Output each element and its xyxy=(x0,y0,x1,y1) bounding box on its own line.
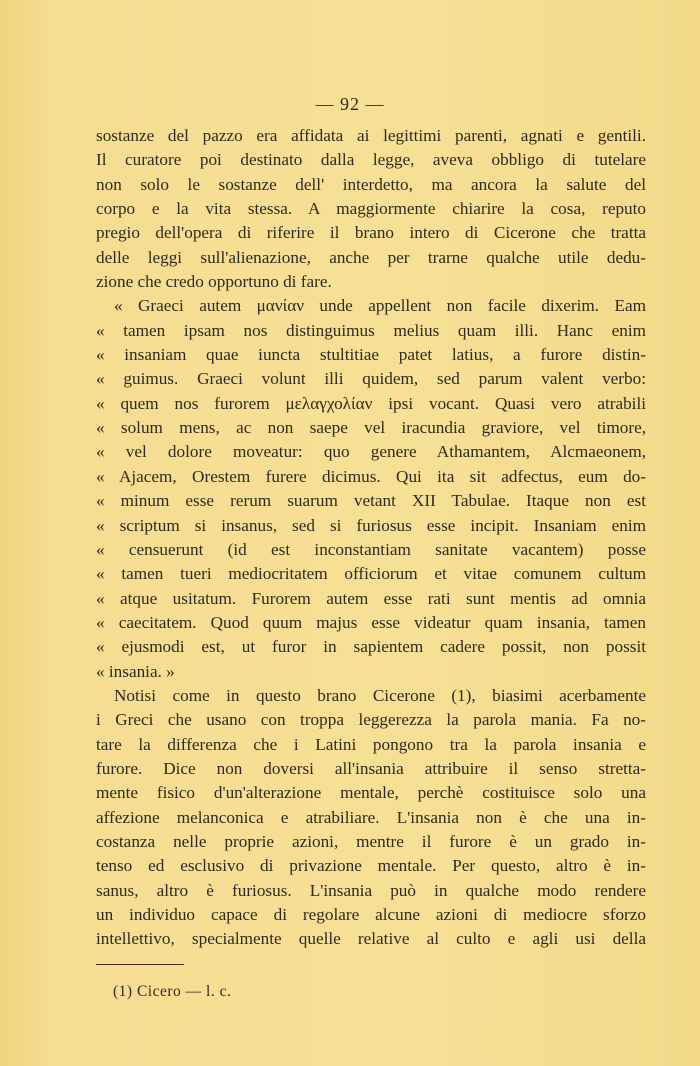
quote-line: « caecitatem. Quod quum majus esse videatur quam insania, tamen xyxy=(96,612,646,632)
quote-line: « tamen ipsam nos distinguimus melius quam illi. Hanc enim xyxy=(96,320,646,340)
text-line: pregio dell'opera di riferire il brano intero di Cicerone che tratta xyxy=(96,223,646,243)
quote-line: « insania. » xyxy=(96,661,175,681)
body-text xyxy=(96,124,646,952)
quote-line: « guimus. Graeci volunt illi quidem, sed parum valent verbo: xyxy=(96,369,646,389)
text-line: corpo e la vita stessa. A maggiormente chiarire la cosa, reputo xyxy=(96,199,646,219)
text-line: i Greci che usano con troppa leggerezza la parola mania. Fa no- xyxy=(96,710,646,730)
quote-line: « insaniam quae iuncta stultitiae patet latius, a furore distin- xyxy=(96,345,646,365)
text-line: non solo le sostanze dell' interdetto, ma ancora la salute del xyxy=(96,174,646,194)
quote-line: « Ajacem, Orestem furere dicimus. Qui ita sit adfectus, eum do- xyxy=(96,466,646,486)
footnote: (1) Cicero — l. c. xyxy=(113,983,232,1000)
quote-line: « tamen tueri mediocritatem officiorum et vitae comunem cultum xyxy=(96,564,646,584)
text-line: Il curatore poi destinato dalla legge, aveva obbligo di tutelare xyxy=(96,150,646,170)
text-line: un individuo capace di regolare alcune azioni di mediocre sforzo xyxy=(96,905,646,924)
text-line: sanus, altro è furiosus. L'insania può in qualche modo rendere xyxy=(96,880,646,900)
quote-line: « scriptum si insanus, sed si furiosus esse incipit. Insaniam enim xyxy=(96,515,646,535)
quote-line: « vel dolore moveatur: quo genere Athamantem, Alcmaeonem, xyxy=(96,442,646,462)
text-line: Notisi come in questo brano Cicerone (1), biasimi acerbamente xyxy=(114,685,646,705)
footnote-divider xyxy=(96,964,184,965)
quote-line: « quem nos furorem μελαγχολίαν ipsi vocant. Quasi vero atrabili xyxy=(96,393,646,413)
text-line: delle leggi sull'alienazione, anche per trarne qualche utile dedu- xyxy=(96,247,646,267)
page-number: — 92 — xyxy=(315,94,385,114)
text-line: costanza nelle proprie azioni, mentre il furore è un grado in- xyxy=(96,831,646,851)
text-line: zione che credo opportuno di fare. xyxy=(96,272,332,292)
quote-line: « ejusmodi est, ut furor in sapientem cadere possit, non possit xyxy=(96,637,646,657)
quote-line: « atque usitatum. Furorem autem esse rati sunt mentis ad omnia xyxy=(96,588,646,608)
quote-line: « censuerunt (id est inconstantiam sanitate vacantem) posse xyxy=(96,539,646,559)
text-line: affezione melanconica e atrabiliare. L'insania non è che una in- xyxy=(96,807,646,827)
text-line: tare la differenza che i Latini pongono tra la parola insania e xyxy=(96,734,646,754)
text-line: intellettivo, specialmente quelle relative al culto e agli usi della xyxy=(96,929,646,949)
quote-line: « Graeci autem μανίαν unde appellent non facile dixerim. Eam xyxy=(114,296,646,316)
text-line: mente fisico d'un'alterazione mentale, perchè costituisce solo una xyxy=(96,783,646,803)
quote-line: « minum esse rerum suarum vetant XII Tabulae. Itaque non est xyxy=(96,491,646,511)
text-line: tenso ed esclusivo di privazione mentale. Per questo, altro è in- xyxy=(96,856,646,876)
text-line: furore. Dice non doversi all'insania attribuire il senso stretta- xyxy=(96,758,646,778)
text-line: sostanze del pazzo era affidata ai legittimi parenti, agnati e gentili. xyxy=(96,126,646,145)
quote-line: « solum mens, ac non saepe vel iracundia graviore, vel timore, xyxy=(96,418,646,438)
